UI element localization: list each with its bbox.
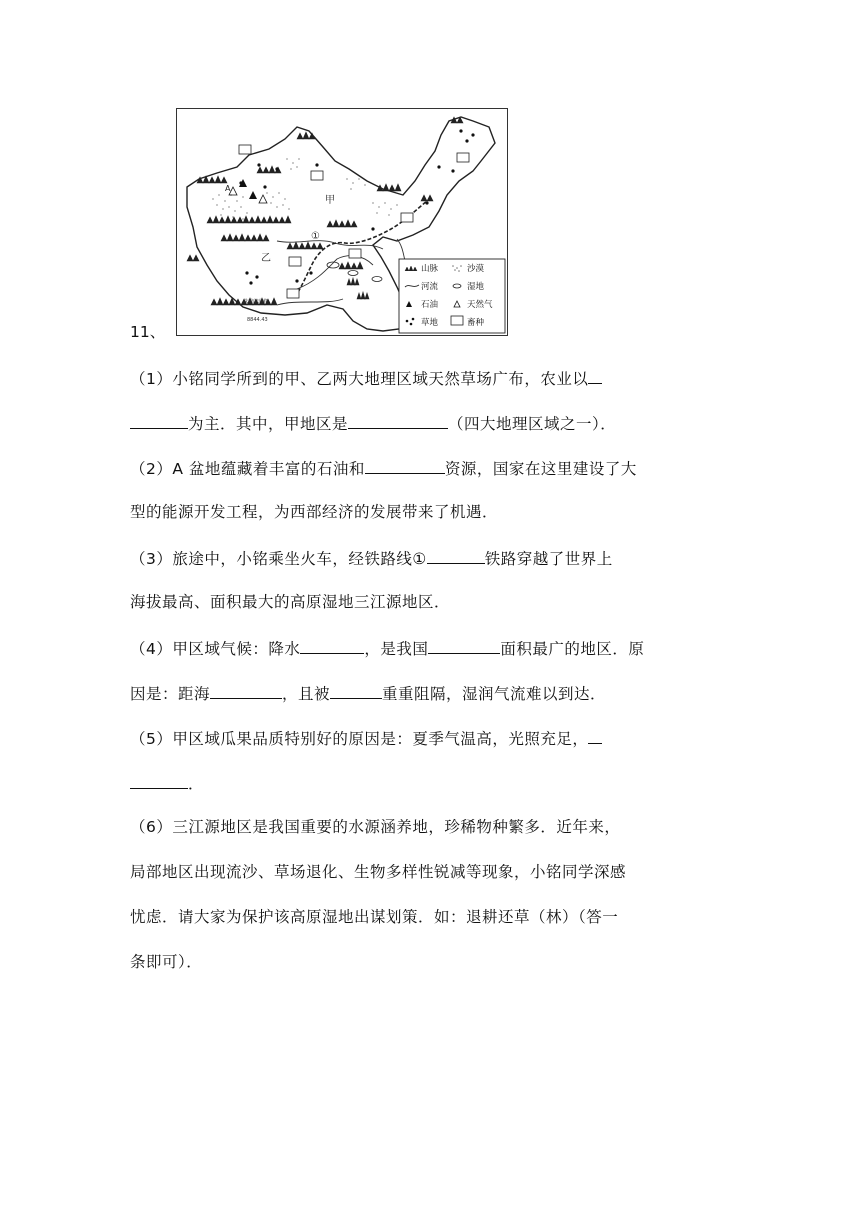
legend-gas: 天然气 [467, 300, 493, 310]
answer-blank[interactable] [210, 680, 282, 699]
question-text: （4）甲区域气候：降水 [130, 640, 301, 658]
question-text: （2）A 盆地蕴藏着丰富的石油和 [130, 460, 365, 478]
question-text: 海拔最高、面积最大的高原湿地三江源地区． [130, 593, 451, 611]
answer-blank[interactable] [330, 680, 382, 699]
question-line [130, 950, 202, 974]
question-text: 重重阻隔，湿润气流难以到达． [382, 685, 607, 703]
question-line [130, 860, 626, 884]
question-text: 忧虑．请大家为保护该高原湿地出谋划策．如：退耕还草（林）（答一 [130, 908, 619, 926]
answer-blank[interactable] [588, 725, 602, 744]
label-railway-one: ① [311, 231, 320, 242]
answer-blank[interactable] [428, 635, 500, 654]
answer-blank[interactable] [130, 410, 188, 429]
question-text: ，且被 [282, 685, 331, 703]
question-line [130, 905, 618, 929]
legend-wetland: 湿地 [467, 282, 485, 292]
answer-blank[interactable] [130, 770, 188, 789]
question-text: 面积最广的地区．原 [500, 640, 645, 658]
question-line [130, 590, 450, 614]
label-jia: 甲 [325, 195, 335, 206]
question-line [130, 410, 616, 436]
label-peak-elev: 8844.43 [247, 317, 268, 323]
label-basin-a: A [225, 184, 231, 193]
question-text: （四大地理区域之一）． [448, 415, 617, 433]
question-text: ． [188, 775, 205, 793]
map-figure [176, 108, 508, 336]
question-number: 11、 [130, 323, 166, 341]
question-text: ，是我国 [364, 640, 429, 658]
question-line [130, 365, 602, 391]
legend-desert: 沙漠 [467, 264, 485, 274]
question-line [130, 545, 613, 571]
legend-livestock-icon [451, 316, 463, 325]
question-text: 型的能源开发工程，为西部经济的发展带来了机遇． [130, 503, 499, 521]
question-text: 条即可）． [130, 953, 203, 971]
answer-blank[interactable] [348, 410, 448, 429]
question-text: 资源，国家在这里建设了大 [444, 460, 637, 478]
answer-blank[interactable] [300, 635, 364, 654]
answer-blank[interactable] [365, 455, 445, 474]
question-line [130, 725, 602, 751]
map-legend [399, 259, 505, 333]
question-text: 因是：距海 [130, 685, 211, 703]
question-text: （5）甲区域瓜果品质特别好的原因是：夏季气温高，光照充足， [130, 730, 589, 748]
legend-river: 河流 [421, 282, 439, 292]
question-line [130, 680, 606, 706]
question-line [130, 455, 637, 481]
legend-livestock: 畜种 [467, 318, 485, 328]
answer-blank[interactable] [588, 365, 602, 384]
legend-mountain: 山脉 [421, 264, 439, 274]
region-map [177, 109, 507, 335]
question-text: （3）旅途中，小铭乘坐火车，经铁路线① [130, 550, 427, 568]
question-text: 局部地区出现流沙、草场退化、生物多样性锐减等现象，小铭同学深感 [130, 863, 627, 881]
question-line [130, 815, 620, 839]
question-text: （1）小铭同学所到的甲、乙两大地理区域天然草场广布，农业以 [130, 370, 589, 388]
question-text: 铁路穿越了世界上 [484, 550, 613, 568]
question-text: 为主．其中，甲地区是 [188, 415, 349, 433]
question-line [130, 635, 644, 661]
label-peak-name: 珠穆朗玛峰 [243, 299, 269, 305]
question-line [130, 770, 204, 796]
legend-grassland: 草地 [421, 318, 439, 328]
question-line [130, 500, 498, 524]
answer-blank[interactable] [427, 545, 485, 564]
label-yi: 乙 [261, 253, 271, 264]
question-text: （6）三江源地区是我国重要的水源涵养地，珍稀物种繁多．近年来， [130, 818, 621, 836]
legend-oil: 石油 [421, 300, 439, 310]
